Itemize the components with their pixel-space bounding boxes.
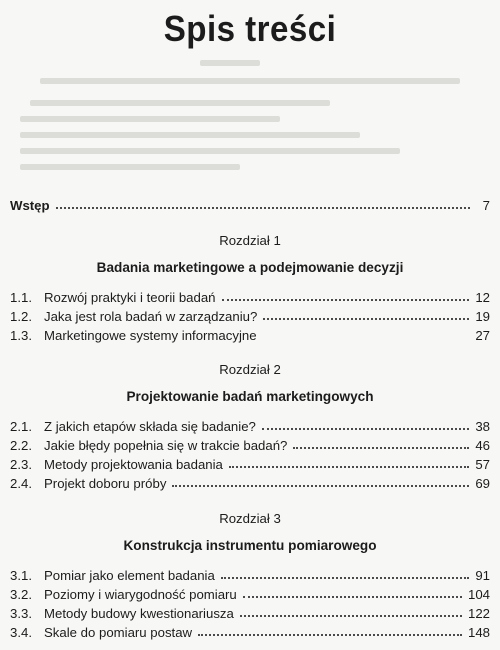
- entry-page: 104: [467, 587, 490, 602]
- entry-title: Metody budowy kwestionariusza: [44, 606, 234, 621]
- dot-leader: [198, 634, 462, 636]
- entry-number: 3.1.: [10, 568, 32, 583]
- entry-title: Wstęp: [10, 198, 50, 213]
- entry-title: Pomiar jako element badania: [44, 568, 215, 583]
- dot-leader: [263, 318, 469, 320]
- entry-number: 1.3.: [10, 328, 32, 343]
- toc-entry[interactable]: [10, 471, 490, 491]
- entry-title: Marketingowe systemy informacyjne: [44, 328, 257, 343]
- dot-leader: [221, 577, 470, 579]
- entry-page: 91: [475, 568, 490, 583]
- toc-entry[interactable]: [10, 323, 490, 343]
- entry-page: 19: [475, 309, 490, 324]
- entry-number: 1.1.: [10, 290, 32, 305]
- dot-leader: [240, 615, 462, 617]
- entry-number: 2.2.: [10, 438, 32, 453]
- entry-number: 1.2.: [10, 309, 32, 324]
- entry-page: 38: [475, 419, 490, 434]
- entry-title: Poziomy i wiarygodność pomiaru: [44, 587, 237, 602]
- entry-number: 2.1.: [10, 419, 32, 434]
- toc-entry[interactable]: [10, 563, 490, 583]
- entry-page: 148: [467, 625, 490, 640]
- toc-entry[interactable]: [10, 414, 490, 434]
- entry-title: Projekt doboru próby: [44, 476, 167, 491]
- entry-page: 46: [475, 438, 490, 453]
- chapter-label: Rozdział 1: [219, 233, 281, 248]
- chapter-title: Badania marketingowe a podejmowanie decyzji: [96, 260, 404, 275]
- entry-page: 69: [475, 476, 490, 491]
- entry-number: 2.4.: [10, 476, 32, 491]
- entry-page: 122: [467, 606, 490, 621]
- dot-leader: [262, 428, 469, 430]
- chapter-label: Rozdział 2: [219, 362, 281, 377]
- entry-number: 2.3.: [10, 457, 32, 472]
- dot-leader: [222, 299, 470, 301]
- dot-leader: [229, 466, 469, 468]
- dot-leader: [172, 485, 469, 487]
- entry-title: Jaka jest rola badań w zarządzaniu?: [44, 309, 258, 324]
- entry-page: 57: [475, 457, 490, 472]
- bleed-through-text: [0, 56, 500, 206]
- toc-entry[interactable]: [10, 601, 490, 621]
- toc-entry-intro[interactable]: [10, 193, 490, 213]
- dot-leader: [56, 207, 470, 209]
- chapter-title: Projektowanie badań marketingowych: [126, 389, 374, 404]
- entry-title: Skale do pomiaru postaw: [44, 625, 193, 640]
- entry-title: Z jakich etapów składa się badanie?: [44, 419, 256, 434]
- toc-entry[interactable]: [10, 620, 490, 640]
- entry-page: 27: [475, 328, 490, 343]
- entry-number: 3.3.: [10, 606, 32, 621]
- toc-entry[interactable]: [10, 304, 490, 324]
- toc-entry[interactable]: [10, 433, 490, 453]
- dot-leader: [293, 447, 469, 449]
- entry-title: Rozwój praktyki i teorii badań: [44, 290, 216, 305]
- dot-leader: [263, 337, 470, 339]
- entry-title: Jakie błędy popełnia się w trakcie badań?: [44, 438, 288, 453]
- dot-leader: [243, 596, 462, 598]
- toc-entry[interactable]: [10, 285, 490, 305]
- chapter-label: Rozdział 3: [219, 511, 281, 526]
- entry-page: 12: [475, 290, 490, 305]
- toc-entry[interactable]: [10, 582, 490, 602]
- entry-page: 7: [482, 198, 490, 213]
- toc-entry[interactable]: [10, 452, 490, 472]
- entry-number: 3.2.: [10, 587, 32, 602]
- entry-number: 3.4.: [10, 625, 32, 640]
- page-title: Spis treści: [163, 8, 337, 49]
- chapter-title: Konstrukcja instrumentu pomiarowego: [123, 538, 377, 553]
- entry-title: Metody projektowania badania: [44, 457, 223, 472]
